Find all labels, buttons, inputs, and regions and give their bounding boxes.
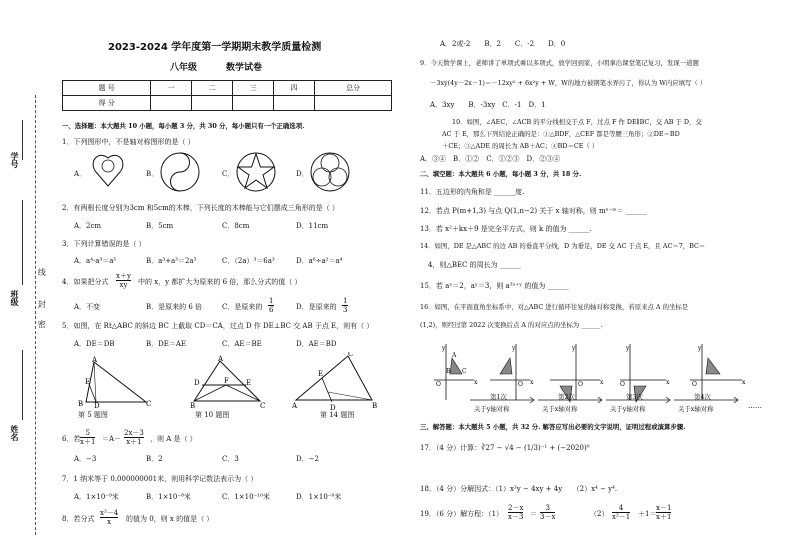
q4-opt-b: B．是原来的 6 倍: [146, 303, 203, 311]
q16-panel-0: [434, 344, 478, 400]
fig14-caption: 第 14 题图: [320, 411, 355, 419]
section-1-heading: 一、选择题：本大题共 10 小题，每小题 3 分，共 30 分，每小题只有一个正确选项.: [62, 122, 305, 130]
q16-cap-3: 第3次: [626, 393, 643, 401]
q8-stem-b: 的值为 0，则 x 的值是（ ）: [126, 515, 214, 523]
q4-opt-d: D．是原来的: [296, 303, 337, 311]
section-3-heading: 三、解答题：本大题共 5 小题，共 32 分. 解答应写出必要的文字说明，证明过程或演算步骤.: [420, 423, 686, 431]
q16-rule-2: 关于x轴对称: [542, 405, 578, 413]
q7-opt-b: B．1×10⁻⁸米: [146, 493, 191, 501]
svg-text:y: y: [626, 345, 630, 352]
q8-frac-den: x: [107, 518, 112, 527]
xuehao-label: 学号: [10, 152, 20, 168]
fig10-diagram: [190, 355, 270, 409]
q4-fraction: [116, 272, 131, 289]
q19-n3: 4: [612, 504, 630, 513]
binding-strip: [0, 0, 58, 560]
q6-opt-a: A．−3: [74, 455, 97, 463]
q16-line2: (1,2)，则经过第 2022 次变换后点 A 的对应点的坐标为 ______.: [420, 321, 603, 329]
q16-cap-4: 第4次: [694, 393, 711, 401]
q8-options: A．2或-2 B．2 C．-2 D．0: [440, 40, 566, 48]
svg-text:y: y: [512, 345, 516, 352]
score-cell-3[interactable]: [233, 96, 274, 111]
q19-part2: （2）: [590, 510, 609, 518]
q19-d2: 3－x: [540, 513, 556, 522]
q14-line2: 4，则△BEC 的周长为 ______: [428, 261, 521, 269]
score-table-score-row: [63, 96, 392, 111]
q19-eq1-frac1: [508, 504, 523, 521]
score-header-1: 一: [151, 81, 192, 96]
q9-options: A．3xy B．-3xy C．-1 D．1: [430, 101, 546, 109]
q19-eq2-sign: ＋1＝: [638, 510, 657, 518]
svg-text:x: x: [600, 379, 604, 386]
score-header-total: 总分: [315, 81, 392, 96]
q19-eq2-frac2: [656, 504, 671, 521]
svg-text:O: O: [436, 381, 441, 388]
score-header-2: 二: [192, 81, 233, 96]
q2-opt-d: D．11cm: [296, 222, 329, 230]
q2-stem: 2．有两根长度分别为3cm 和5cm的木棒，下列长度的木棒能与它们摆成三角形的是（ ）: [62, 204, 339, 212]
svg-text:E: E: [246, 379, 252, 387]
q18: 18．（4 分）分解因式：（1）x²y − 4xy + 4y （2）x⁴ − y⁴.: [420, 485, 618, 493]
q1-opt-a: A．: [74, 170, 87, 178]
svg-text:D: D: [94, 402, 100, 408]
q16-ellipsis: ……: [748, 402, 762, 410]
q16-rule-1: 关于y轴对称: [474, 405, 510, 413]
grade-label: 八年级: [170, 63, 198, 73]
xian-label: 线: [37, 268, 47, 276]
section-2-heading: 二、填空题：本大题共 6 小题，每小题 3 分，共 18 分.: [420, 170, 582, 178]
q1-opt-d: D．: [296, 170, 309, 178]
svg-text:O: O: [620, 381, 625, 388]
fig5-diagram: [72, 356, 156, 408]
q4-stem-a: 4．如果把分式: [62, 278, 109, 286]
q6-frac1-den: x＋1: [80, 438, 96, 447]
q6-opt-c: C．3: [222, 455, 239, 463]
q1-figure-a-icon: [86, 152, 130, 192]
score-table: [62, 80, 392, 111]
q13: 13．若 x²＋kx＋9 是完全平方式，则 k 的值为 ______.: [420, 225, 592, 233]
q19-eq1-frac2: [540, 504, 555, 521]
q9-line2: －3xy(4y－2x－1)＝－12xy² + 6x²y + W，W的地方被钢笔水弄污了，你认为 W内应填写（ ）: [430, 79, 707, 87]
xingming-line: [22, 350, 23, 420]
q19-n1: 2－x: [508, 504, 524, 512]
q7-opt-c: C．1×10⁻¹⁰米: [222, 493, 270, 501]
q6-frac1: [80, 429, 95, 446]
q17: 17．（4 分）计算：∛27 − √4 − (1/3)⁻¹ + (−2020)⁰: [420, 444, 590, 452]
xingming-label: 姓名: [10, 425, 20, 441]
q6-stem-a: 6．若: [62, 435, 81, 443]
q3-opt-a: A．a⁴·a³＝a⁵: [74, 257, 117, 265]
q2-opt-a: A．2cm: [74, 222, 102, 230]
svg-text:C: C: [146, 400, 152, 408]
q4-opt-c-frac: [268, 297, 274, 314]
q5-opt-a: A．DE＝DB: [74, 340, 115, 348]
q19-eq1-sign: ＝: [530, 510, 537, 518]
q6-opt-b: B．2: [146, 455, 163, 463]
score-row-label: 得 分: [63, 96, 151, 111]
svg-text:C: C: [462, 368, 467, 375]
svg-text:B: B: [372, 402, 378, 410]
subject-label: 数学试卷: [226, 63, 263, 73]
svg-text:A: A: [452, 352, 457, 359]
q5-opt-b: B．DE＝AE: [146, 340, 187, 348]
q10-line2: AC 于 E，那么下列结论正确的是：①△BDF，△CEF 都是等腰三角形；②DE＝BD: [442, 130, 680, 138]
svg-text:B: B: [78, 400, 84, 408]
q3-opt-c: C．（2a）³＝6a³: [222, 257, 275, 265]
q3-opt-d: D．a⁶÷a²＝a⁴: [296, 257, 343, 265]
svg-text:O: O: [518, 381, 523, 388]
q16-panel-1: [490, 344, 534, 400]
score-cell-total[interactable]: [315, 96, 392, 111]
score-table-header-row: [63, 81, 392, 96]
q16-line1: 16．如图，在平面直角坐标系中，对△ABC 进行循环往复的轴对称变换，若原来点 A 的坐标是: [420, 303, 689, 311]
q1-figure-c-icon: [234, 150, 278, 194]
q10-line1: 10．如图，∠AEC，∠ACB 的平分线相交于点 F，过点 F 作 DE∥BC，交 AB 于 D，交: [452, 118, 702, 126]
svg-text:F: F: [224, 377, 229, 385]
svg-text:B: B: [190, 402, 196, 409]
q4-frac-num: x＋y: [116, 272, 131, 280]
q4-opt-c: C．是原来的: [222, 303, 263, 311]
q16-panel-4: [690, 344, 746, 400]
svg-text:y: y: [698, 345, 702, 352]
fig5-caption: 第 5 题图: [78, 411, 108, 419]
q4-stem-b: 中的 x，y 都扩大为原来的 6 倍，那么分式的值（ ）: [138, 278, 302, 286]
q4-opt-c-den: 6: [269, 306, 274, 315]
q6-frac2-den: x＋1: [126, 438, 142, 447]
q4-opt-d-den: 3: [343, 306, 348, 315]
svg-text:y: y: [442, 345, 446, 352]
q16-rule-4: 关于x轴对称: [678, 405, 714, 413]
q6-frac1-num: 5: [80, 429, 95, 438]
q5-opt-d: D．AE＝BD: [296, 340, 337, 348]
svg-text:E: E: [318, 370, 324, 378]
score-cell-1[interactable]: [151, 96, 192, 111]
score-header-4: 四: [274, 81, 315, 96]
q4-opt-a: A．不变: [74, 303, 101, 311]
q7-opt-d: D．1×10⁻⁹米: [296, 493, 342, 501]
q4-opt-d-frac: [342, 297, 348, 314]
q8-frac-num: x²－4: [100, 509, 119, 517]
q6-mid: ＝A－: [102, 435, 122, 443]
q19-d4: x＋1: [656, 513, 672, 522]
q6-frac2-num: 2x－3: [124, 429, 144, 437]
q6-frac2: [124, 429, 144, 446]
seal-line: [35, 95, 36, 535]
q1-figure-d-icon: [308, 150, 352, 194]
q11: 11．五边形的内角和是 ______度.: [420, 188, 525, 196]
svg-text:x: x: [742, 379, 746, 386]
q3-stem: 3．下列计算错误的是（ ）: [62, 240, 146, 248]
q12: 12．若点 P(m+1,3) 与点 Q(1,n−2) 关于 x 轴对称，则 mⁿ⁻ᵐ＝ ______: [420, 207, 647, 215]
q8-stem-a: 8．若分式: [62, 515, 95, 523]
svg-text:D: D: [194, 379, 200, 387]
q15: 15．若 aˣ＝2，aʸ＝3，则 a²ˣ⁺ʸ 的值为 ______: [420, 282, 569, 290]
svg-text:O: O: [578, 381, 583, 388]
score-cell-2[interactable]: [192, 96, 233, 111]
q19-n2: 3: [540, 504, 555, 513]
q7-opt-a: A．1×10⁻⁹米: [74, 493, 119, 501]
q6-opt-d: D．−2: [296, 455, 319, 463]
feng-label: 封: [37, 300, 47, 308]
banji-line: [22, 200, 23, 285]
q3-opt-b: B．a³+a³＝2a³: [146, 257, 197, 265]
q6-stem-b: ，则 A 是（ ）: [150, 435, 197, 443]
svg-text:x: x: [474, 379, 478, 386]
q1-figure-b-icon: [158, 150, 202, 194]
svg-text:A: A: [292, 402, 298, 410]
q4-frac-den: xy: [119, 281, 128, 290]
mi-label: 密: [37, 320, 47, 328]
svg-text:B: B: [446, 368, 451, 375]
q16-rule-3: 关于y轴对称: [610, 405, 646, 413]
q19-n4: x－1: [656, 504, 672, 512]
q19-stem: 19．（6 分）解方程：（1）: [420, 510, 504, 518]
q2-opt-c: C．8cm: [222, 222, 250, 230]
svg-text:C: C: [348, 352, 354, 358]
q9-line1: 9．今天数学课上，老师讲了单项式乘以多项式，放学回到家，小明拿出课堂笔记复习，发现一道题: [420, 59, 699, 67]
q19-d3: x²－1: [612, 513, 631, 522]
banji-label: 班级: [10, 290, 20, 306]
q19-eq2-frac1: [612, 504, 630, 521]
svg-text:A: A: [218, 355, 224, 363]
score-header-tihao: 题 号: [63, 81, 151, 96]
q10-line3: ＋CE；③△ADE 的周长为 AB＋AC；④BD＝CE（ ）: [442, 142, 599, 150]
fig10-caption: 第 10 题图: [195, 411, 230, 419]
q7-stem: 7．1 纳米等于 0.000000001米，则用科学记数法表示为（ ）: [62, 475, 258, 483]
q14-line1: 14．如图，DE 是△ABC 的边 AB 的垂直平分线，D 为垂足，DE 交 AC 于点 E，且 AC＝7，BC＝: [420, 242, 706, 250]
q4-opt-c-num: 1: [269, 297, 274, 305]
svg-text:C: C: [260, 402, 266, 409]
q16-cap-2: 第2次: [558, 393, 575, 401]
q1-stem: 1．下列图形中，不是轴对称图形的是（ ）: [62, 138, 195, 146]
exam-title: 2023-2024 学年度第一学期期末教学质量检测: [108, 42, 322, 53]
score-header-3: 三: [233, 81, 274, 96]
svg-text:x: x: [530, 379, 534, 386]
svg-text:D: D: [330, 404, 336, 410]
q5-stem: 5．如图，在 Rt△ABC 的斜边 BC 上截取 CD＝CA，过点 D 作 DE⊥BC 交 AB 于点 E，则有（ ）: [62, 322, 374, 330]
svg-text:A: A: [92, 356, 98, 364]
q5-opt-c: C．AE＝BE: [222, 340, 262, 348]
q4-opt-d-num: 1: [343, 297, 348, 305]
fig14-diagram: [292, 352, 382, 410]
svg-text:y: y: [572, 345, 576, 352]
svg-text:E: E: [85, 378, 91, 386]
q1-opt-c: C．: [222, 170, 235, 178]
q1-opt-b: B．: [146, 170, 159, 178]
q19-d1: x－3: [508, 513, 524, 522]
svg-text:O: O: [692, 381, 697, 388]
q10-options: A．③④ B．①② C．①②③ D．②③④: [420, 155, 561, 163]
q2-opt-b: B．5cm: [146, 222, 174, 230]
q16-cap-1: 第1次: [490, 393, 507, 401]
score-cell-4[interactable]: [274, 96, 315, 111]
q8-fraction: [100, 509, 118, 526]
svg-text:x: x: [666, 379, 670, 386]
xuehao-line: [22, 120, 23, 160]
